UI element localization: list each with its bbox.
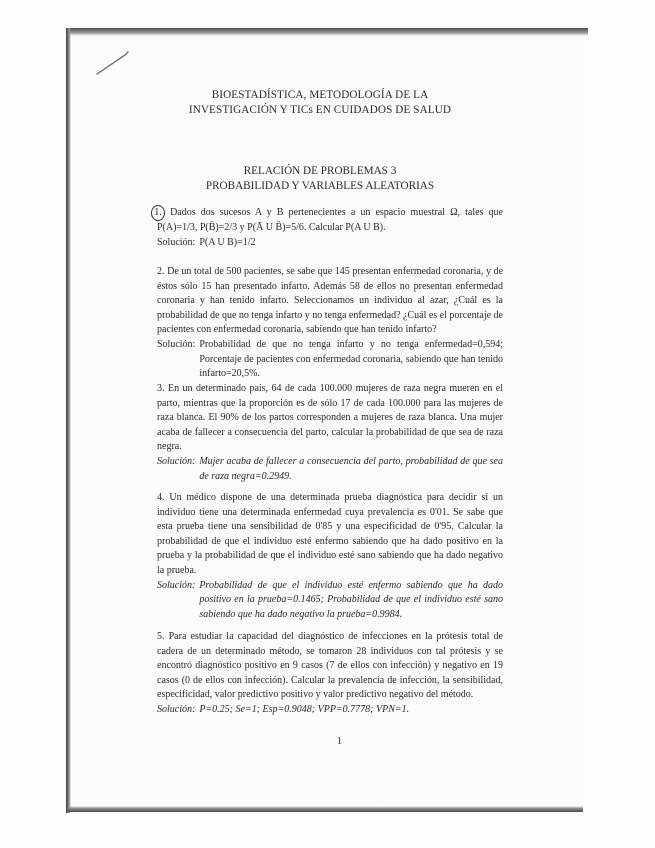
problem-1-number: 1. bbox=[151, 205, 165, 221]
problem-3-solution bbox=[157, 455, 503, 484]
scan-edge-left bbox=[66, 28, 71, 813]
problem-4-number: 4. bbox=[157, 492, 165, 503]
problem-3-solution-text: Mujer acaba de fallecer a consecuencia del parto, probabilidad de que sea de raza negra=0.2949. bbox=[199, 455, 503, 482]
document-subtitle bbox=[130, 164, 510, 193]
document-title bbox=[130, 88, 510, 117]
problem-2-solution-label: Solución: bbox=[157, 338, 196, 350]
problem-3-solution-label: Solución: bbox=[157, 455, 196, 467]
title-line-2: INVESTIGACIÓN Y TICs EN CUIDADOS DE SALUD bbox=[188, 103, 452, 116]
subtitle-line-1: RELACIÓN DE PROBLEMAS 3 bbox=[243, 165, 397, 177]
problem-3 bbox=[157, 382, 503, 484]
problem-5-number: 5. bbox=[157, 631, 165, 642]
scan-edge-bottom bbox=[68, 806, 583, 812]
problem-5-solution-text: P=0.25; Se=1; Esp=0.9048; VPP=0.7778; VPN=1. bbox=[199, 703, 410, 715]
subtitle-line-2: PROBABILIDAD Y VARIABLES ALEATORIAS bbox=[205, 179, 435, 192]
problem-4-text: Un médico dispone de una determinada prueba diagnóstica para decidir si un individuo tiene una determinada enfermedad cuya prevalencia es 0'01. Se sabe que esta prueba tiene una sensibilidad de 0'85 y una especificidad de 0'95. Calcular la probabilidad de que el individuo esté enfermo sabiendo que ha dado positivo en la prueba y la probabilidad de que el individuo esté sano sabiendo que ha dado negativo la prueba. bbox=[157, 492, 504, 576]
problem-4-solution-label: Solución: bbox=[157, 579, 196, 591]
problem-1-text: Dados dos sucesos A y B pertenecientes a un espacio muestral Ω, tales que P(A)=1/3, P(B̄)=2/3 y P(Ā U B̄)=5/6. Calcular P(A U B). bbox=[157, 207, 503, 233]
problem-1-solution-label: Solución: bbox=[157, 236, 196, 248]
problem-4 bbox=[157, 491, 503, 622]
problem-2 bbox=[157, 265, 503, 382]
title-line-1: BIOESTADÍSTICA, METODOLOGÍA DE LA bbox=[211, 89, 429, 101]
problem-1 bbox=[154, 205, 503, 250]
problem-2-number: 2. bbox=[157, 266, 165, 277]
problem-5-solution-label: Solución: bbox=[157, 703, 196, 715]
problem-3-text: En un determinado país, 64 de cada 100.000 mujeres de raza negra mueren en el parto, mientras que la proporción es de sólo 17 de cada 100.000 para las mujeres de raza blanca. El 90% de los partos corresponden a mujeres de raza blanca. Una mujer acaba de fallecer a consecuencia del parto, calcular la probabilidad de que sea de raza negra. bbox=[157, 383, 503, 453]
problem-1-solution bbox=[157, 236, 503, 251]
page-number: 1 bbox=[337, 736, 342, 747]
problem-2-solution-text: Probabilidad de que no tenga infarto y no tenga enfermedad=0,594; Porcentaje de pacientes con enfermedad coronaria, sabiendo que han tenido infarto=20,5%. bbox=[199, 338, 503, 380]
problem-2-text: De un total de 500 pacientes, se sabe que 145 presentan enfermedad coronaria, y de éstos sólo 15 han presentado infarto. Además 58 de ellos no presentan enfermedad coronaria y han tenido infarto. Seleccionamos un individuo al azar, ¿Cuál es la probabilidad de que no tenga infarto y no tenga enfermedad? ¿Cuál es el porcentaje de pacientes con enfermedad coronaria, sabiendo que han tenido infarto? bbox=[157, 266, 504, 336]
problem-2-solution bbox=[157, 338, 503, 382]
problem-5 bbox=[157, 630, 503, 718]
scan-edge-top bbox=[68, 28, 588, 36]
problem-5-solution bbox=[157, 703, 503, 718]
problem-4-solution bbox=[157, 579, 503, 623]
problem-4-solution-text: Probabilidad de que el individuo esté enfermo sabiendo que ha dado positivo en la prueba=0.1465; Probabilidad de que el individuo esté sano sabiendo que ha dado negativo la prueba=0.9984. bbox=[199, 579, 503, 620]
pen-mark-icon bbox=[95, 50, 155, 76]
problem-1-solution-text: P(A U B)=1/2 bbox=[199, 236, 256, 248]
problem-3-number: 3. bbox=[157, 383, 165, 394]
problem-5-text: Para estudiar la capacidad del diagnóstico de infecciones en la prótesis total de cadera de un determinado método, se tomaron 28 individuos con tal prótesis y se encontró diagnóstico positivo en 9 casos (7 de ellos con infección) y negativo en 19 casos (0 de ellos con infección). Calcular la prevalencia de infección, la sensibilidad, especificidad, valor predictivo positivo y valor predictivo negativo del método. bbox=[157, 631, 503, 701]
